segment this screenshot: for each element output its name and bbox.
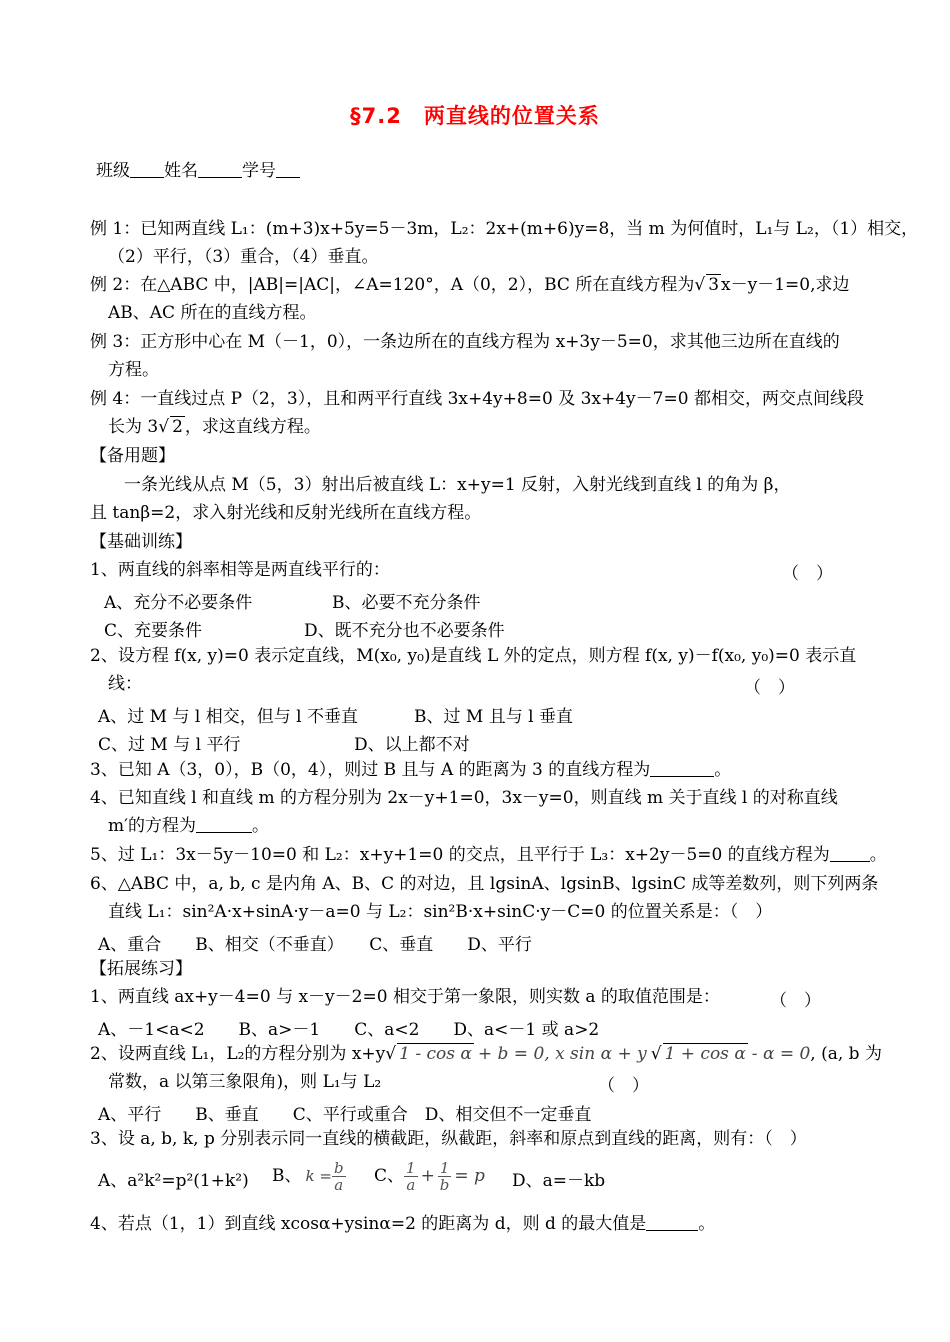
- student-info-row: [96, 160, 300, 182]
- basic-q5-end: 。: [869, 845, 887, 865]
- class-blank[interactable]: [130, 161, 164, 178]
- ext-q2-text-a: 2、设两直线 L₁，L₂的方程分别为 x+y: [90, 1044, 386, 1064]
- example-2-line-2: AB、AC 所在的直线方程。: [108, 303, 317, 323]
- example-2-line-1: [90, 274, 850, 296]
- basic-q2-option-a[interactable]: A、过 M 与 l 相交，但与 l 不垂直: [98, 707, 358, 727]
- ext-q2-middle: + b = 0, x sin α + y: [477, 1044, 647, 1064]
- basic-q4-end: 。: [251, 816, 269, 836]
- basic-q1-option-a[interactable]: A、充分不必要条件: [104, 593, 253, 613]
- ext-q4-end: 。: [698, 1214, 716, 1234]
- example-3-line-1: 例 3：正方形中心在 M（－1，0），一条边所在的直线方程为 x+3y－5=0，求其他三边所在直线的: [90, 332, 840, 352]
- fraction-numerator: 1: [406, 1159, 416, 1177]
- basic-q1-answer-paren[interactable]: （ ）: [782, 564, 833, 584]
- basic-heading: 【基础训练】: [90, 532, 192, 552]
- ext-q2-answer-paren[interactable]: （ ）: [598, 1076, 649, 1096]
- sqrt-icon: √: [694, 275, 706, 295]
- basic-q1-text: 1、两直线的斜率相等是两直线平行的：: [90, 560, 390, 580]
- ext-heading: 【拓展练习】: [90, 959, 192, 979]
- example-4-text-a: 长为 3: [108, 417, 159, 437]
- ext-q2-radical-2: 1 + cos α: [664, 1044, 746, 1064]
- basic-q2-line-2: 线：: [108, 674, 142, 694]
- ext-q3-c-fraction-2: [438, 1160, 452, 1193]
- ext-q3-c-plus: +: [420, 1166, 435, 1186]
- ext-q3-b-fraction: [332, 1160, 346, 1193]
- ext-q4: [90, 1213, 715, 1235]
- ext-q3-b-k: k =: [305, 1167, 332, 1185]
- basic-q2-option-b[interactable]: B、过 M 且与 l 垂直: [414, 707, 573, 727]
- basic-q6-line-2: 直线 L₁：sin²A·x+sinA·y－a=0 与 L₂：sin²B·x+sinC·y－C=0 的位置关系是：（ ）: [108, 902, 773, 922]
- basic-q2-line-1: 2、设方程 f(x, y)=0 表示定直线，M(x₀, y₀)是直线 L 外的定点，则方程 f(x, y)－f(x₀, y₀)=0 表示直: [90, 646, 857, 666]
- basic-q2-answer-paren[interactable]: （ ）: [744, 678, 795, 698]
- basic-q1-option-d[interactable]: D、既不充分也不必要条件: [304, 621, 505, 641]
- id-label: 学号: [242, 161, 276, 181]
- id-blank[interactable]: [276, 161, 300, 178]
- ext-q2-radical-1: 1 - cos α: [399, 1044, 472, 1064]
- basic-q4-line-2: [108, 815, 269, 837]
- page-title: §7.2 两直线的位置关系: [350, 104, 600, 128]
- ext-q1-answer-paren[interactable]: （ ）: [770, 991, 821, 1011]
- basic-q4-blank[interactable]: [196, 816, 252, 833]
- sqrt-icon: √: [650, 1044, 662, 1064]
- basic-q1-option-c[interactable]: C、充要条件: [104, 621, 203, 641]
- basic-q2-option-d[interactable]: D、以上都不对: [354, 735, 470, 755]
- basic-q5-text: 5、过 L₁：3x－5y－10=0 和 L₂：x+y+1=0 的交点，且平行于 L₃：x+2y－5=0 的直线方程为: [90, 845, 830, 865]
- ext-q3-c-fraction-1: [404, 1160, 418, 1193]
- name-blank[interactable]: [198, 161, 242, 178]
- example-1-line-1: 例 1：已知两直线 L₁：(m+3)x+5y=5－3m，L₂：2x+(m+6)y=8，当 m 为何值时，L₁与 L₂，（1）相交，: [90, 219, 919, 239]
- ext-q3-option-b-label: B、: [272, 1166, 302, 1186]
- example-2-text-a: 例 2：在△ABC 中，|AB|=|AC|，∠A=120°，A（0，2），BC 所在直线方程为: [90, 275, 695, 295]
- ext-q3-option-b[interactable]: [272, 1158, 346, 1194]
- ext-q1-text: 1、两直线 ax+y－4=0 与 x－y－2=0 相交于第一象限，则实数 a 的取值范围是：: [90, 987, 720, 1007]
- example-1-line-2: （2）平行，（3）重合，（4）垂直。: [108, 247, 379, 267]
- example-4-line-2: [108, 416, 321, 438]
- basic-q3-end: 。: [714, 760, 732, 780]
- spare-line-1: 一条光线从点 M（5，3）射出后被直线 L：x+y=1 反射，入射光线到直线 l 的角为 β，: [124, 475, 791, 495]
- class-label: 班级: [96, 161, 130, 181]
- sqrt-icon: √: [385, 1044, 397, 1064]
- basic-q5: [90, 844, 887, 866]
- basic-q3-blank[interactable]: [650, 760, 714, 777]
- basic-q5-blank[interactable]: [830, 845, 870, 862]
- ext-q3-text: 3、设 a, b, k, p 分别表示同一直线的横截距，纵截距，斜率和原点到直线的距离，则有：（ ）: [90, 1129, 807, 1149]
- basic-q6-line-1: 6、△ABC 中，a, b, c 是内角 A、B、C 的对边，且 lgsinA、lgsinB、lgsinC 成等差数列，则下列两条: [90, 874, 879, 894]
- spare-heading: 【备用题】: [90, 446, 175, 466]
- spare-line-2: 且 tanβ=2，求入射光线和反射光线所在直线方程。: [90, 503, 482, 523]
- basic-q6-options[interactable]: A、重合 B、相交（不垂直） C、垂直 D、平行: [98, 935, 532, 955]
- ext-q3-option-a[interactable]: A、a²k²=p²(1+k²): [98, 1171, 249, 1191]
- fraction-denominator: a: [334, 1176, 344, 1194]
- fraction-denominator: a: [406, 1176, 416, 1194]
- fraction-denominator: b: [439, 1176, 450, 1194]
- ext-q3-option-c[interactable]: [374, 1158, 485, 1194]
- example-2-text-b: x－y－1=0,求边: [721, 275, 850, 295]
- name-label: 姓名: [164, 161, 198, 181]
- example-4-text-b: ，求这直线方程。: [184, 417, 321, 437]
- sqrt-icon: √: [158, 417, 170, 437]
- basic-q4-line-1: 4、已知直线 l 和直线 m 的方程分别为 2x－y+1=0，3x－y=0，则直线 m 关于直线 l 的对称直线: [90, 788, 838, 808]
- example-3-line-2: 方程。: [108, 360, 159, 380]
- ext-q2-line-2: 常数，a 以第三象限角)，则 L₁与 L₂: [108, 1072, 382, 1092]
- ext-q3-option-c-label: C、: [374, 1166, 405, 1186]
- basic-q4-text: m′的方程为: [108, 816, 196, 836]
- sqrt-radicand: 3: [708, 275, 720, 295]
- ext-q4-blank[interactable]: [646, 1214, 698, 1231]
- ext-q2-tail: - α = 0: [751, 1044, 811, 1064]
- basic-q2-option-c[interactable]: C、过 M 与 l 平行: [98, 735, 241, 755]
- basic-q1-option-b[interactable]: B、必要不充分条件: [332, 593, 481, 613]
- ext-q3-c-equals: = p: [454, 1166, 485, 1186]
- basic-q3-text: 3、已知 A（3，0），B（0，4），则过 B 且与 A 的距离为 3 的直线方程为: [90, 760, 651, 780]
- ext-q2-options[interactable]: A、平行 B、垂直 C、平行或重合 D、相交但不一定垂直: [98, 1105, 592, 1125]
- fraction-numerator: b: [333, 1159, 344, 1177]
- example-4-line-1: 例 4：一直线过点 P（2，3），且和两平行直线 3x+4y+8=0 及 3x+4y－7=0 都相交，两交点间线段: [90, 389, 864, 409]
- fraction-numerator: 1: [439, 1159, 450, 1177]
- ext-q1-options[interactable]: A、－1<a<2 B、a>－1 C、a<2 D、a<－1 或 a>2: [98, 1020, 600, 1040]
- basic-q3: [90, 759, 731, 781]
- ext-q2-line-1: [90, 1043, 882, 1065]
- ext-q3-option-d[interactable]: D、a=－kb: [512, 1171, 606, 1191]
- sqrt-radicand: 2: [172, 417, 183, 437]
- ext-q4-text: 4、若点（1，1）到直线 xcosα+ysinα=2 的距离为 d，则 d 的最大值是: [90, 1214, 647, 1234]
- ext-q2-text-b: , (a, b 为: [810, 1044, 882, 1064]
